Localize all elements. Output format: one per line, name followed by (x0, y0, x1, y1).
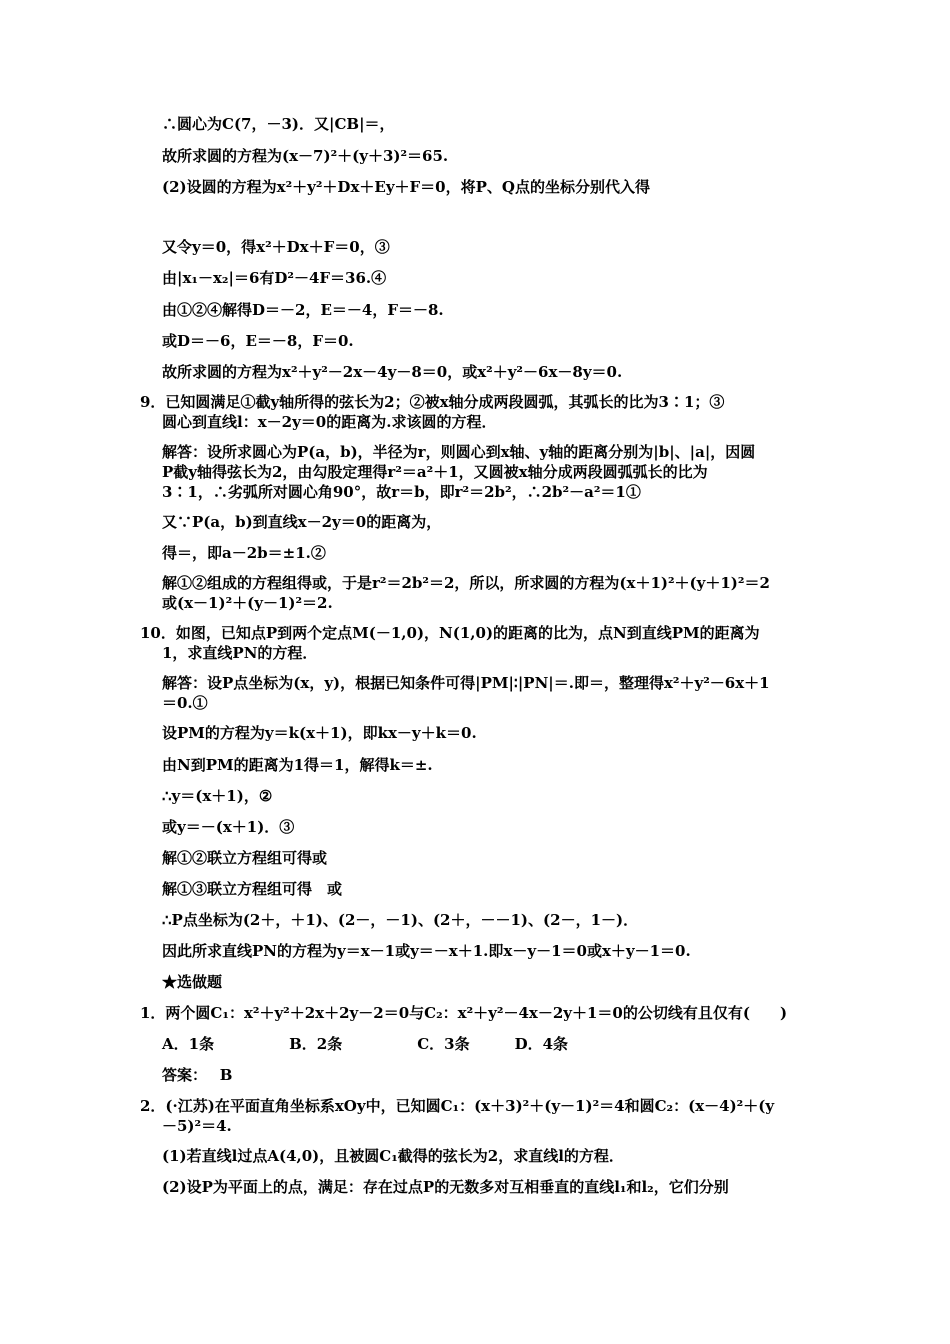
text-line: ∴y＝(x＋1)，② (162, 787, 273, 805)
text-line: (1)若直线l过点A(4,0)，且被圆C₁截得的弦长为2，求直线l的方程． (162, 1147, 624, 1165)
text-line: 由①②④解得D＝－2，E＝－4，F＝－8. (162, 301, 444, 319)
optional-question-2: 2．(·江苏)在平面直角坐标系xOy中，已知圆C₁：(x＋3)²＋(y－1)²＝4和圆C₂：(x－4)²＋(y (140, 1097, 775, 1115)
text-line: 解①②组成的方程组得或，于是r²＝2b²＝2，所以，所求圆的方程为(x＋1)²＋(y＋1)²＝2 (162, 574, 770, 592)
text-line: 3∶1，∴劣弧所对圆心角90°，故r＝b，即r²＝2b²，∴2b²－a²＝1① (162, 483, 641, 501)
text-line: 解①③联立方程组可得 或 (162, 880, 343, 898)
text-line: －5)²＝4. (162, 1117, 232, 1135)
text-line: 或y＝－(x＋1)．③ (162, 818, 295, 836)
question-10: 10．如图，已知点P到两个定点M(－1,0)，N(1,0)的距离的比为，点N到直线PM的距离为 (140, 624, 760, 642)
text-line: 设PM的方程为y＝k(x＋1)，即kx－y＋k＝0. (162, 724, 477, 742)
text-line: ∴P点坐标为(2＋，＋1)、(2－，－1)、(2＋，－－1)、(2－，1－)． (162, 911, 639, 929)
text-line: 解①②联立方程组可得或 (162, 849, 328, 867)
optional-question-1: 1．两个圆C₁：x²＋y²＋2x＋2y－2＝0与C₂：x²＋y²－4x－2y＋1＝0的公切线有且仅有( ) (140, 1004, 788, 1022)
text-line: 故所求圆的方程为x²＋y²－2x－4y－8＝0，或x²＋y²－6x－8y＝0. (162, 363, 623, 381)
text-line: 或(x－1)²＋(y－1)²＝2. (162, 594, 333, 612)
answer-label: 解答：设所求圆心为P(a，b)，半径为r，则圆心到x轴、y轴的距离分别为|b|、|a|，因圆 (162, 443, 756, 461)
answer-choices: A．1条 B．2条 C．3条 D．4条 (162, 1035, 569, 1053)
text-line: 又令y＝0，得x²＋Dx＋F＝0，③ (162, 238, 390, 256)
text-line: ∴圆心为C(7，－3)．又|CB|＝， (162, 115, 395, 133)
answer-key: 答案： B (162, 1066, 233, 1084)
text-line: P截y轴得弦长为2，由勾股定理得r²＝a²＋1，又圆被x轴分成两段圆弧弧长的比为 (162, 463, 708, 481)
text-line: (2)设P为平面上的点，满足：存在过点P的无数多对互相垂直的直线l₁和l₂，它们分别 (162, 1178, 729, 1196)
text-line: 或D＝－6，E＝－8，F＝0. (162, 332, 354, 350)
text-line: 圆心到直线l：x－2y＝0的距离为.求该圆的方程． (162, 413, 497, 431)
answer-label: 解答：设P点坐标为(x，y)，根据已知条件可得|PM|∶|PN|＝.即＝，整理得x²＋y²－6x＋1 (162, 674, 770, 692)
question-9: 9．已知圆满足①截y轴所得的弦长为2；②被x轴分成两段圆弧，其弧长的比为3∶1；③ (140, 393, 725, 411)
text-line: 又∵P(a，b)到直线x－2y＝0的距离为， (162, 513, 442, 531)
text-line: 由N到PM的距离为1得＝1，解得k＝±. (162, 756, 433, 774)
text-line: 得＝，即a－2b＝±1.② (162, 544, 326, 562)
text-line: (2)设圆的方程为x²＋y²＋Dx＋Ey＋F＝0，将P、Q点的坐标分别代入得 (162, 178, 650, 196)
text-line: 因此所求直线PN的方程为y＝x－1或y＝－x＋1.即x－y－1＝0或x＋y－1＝0. (162, 942, 691, 960)
section-heading: ★选做题 (162, 973, 223, 991)
text-line: 1，求直线PN的方程． (162, 644, 318, 662)
text-line: 由|x₁－x₂|＝6有D²－4F＝36.④ (162, 269, 387, 287)
text-line: 故所求圆的方程为(x－7)²＋(y＋3)²＝65. (162, 147, 449, 165)
text-line: ＝0.① (162, 694, 208, 712)
